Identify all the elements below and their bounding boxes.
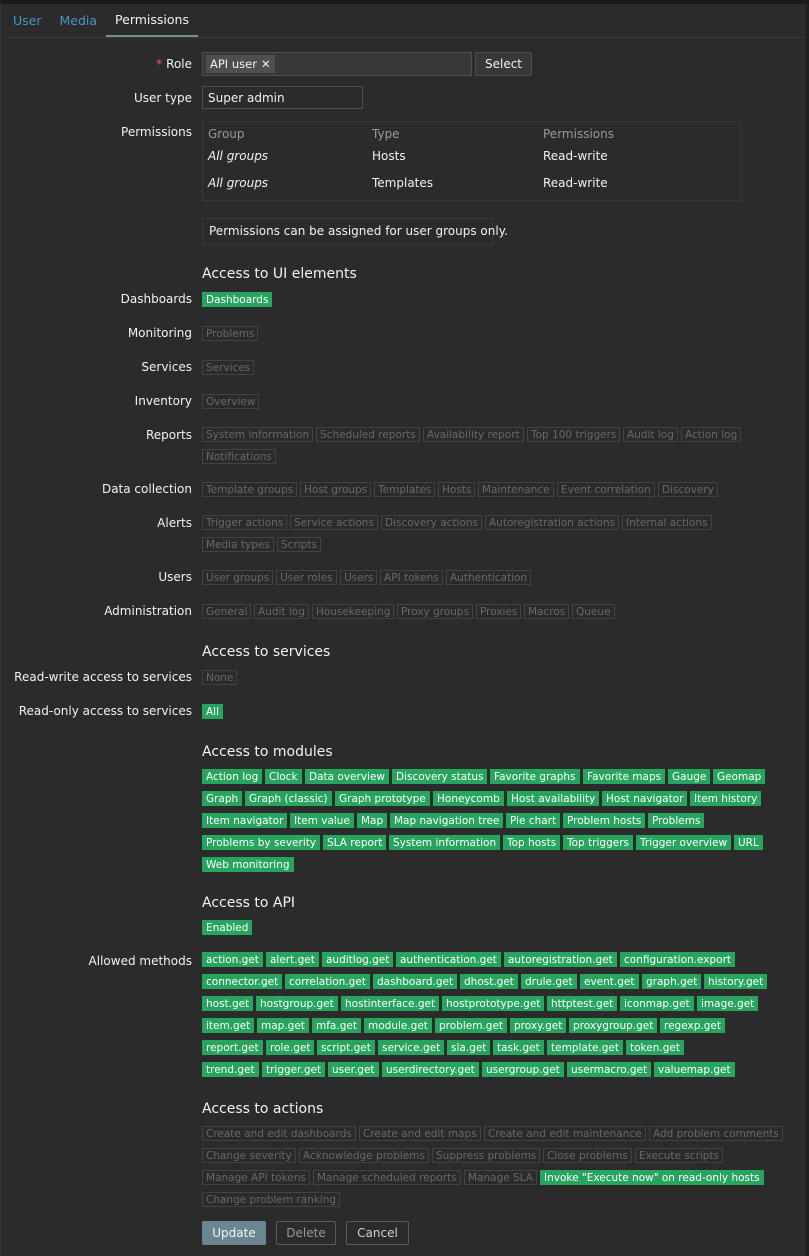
access-tag: Event correlation (557, 482, 655, 497)
service-access-tag: None (202, 670, 237, 685)
access-tag: Host navigator (602, 791, 687, 806)
access-tag: Favorite graphs (490, 769, 580, 784)
ui-category-label: Inventory (134, 394, 192, 408)
cancel-button[interactable]: Cancel (346, 1221, 409, 1245)
access-tag: Change severity (202, 1148, 296, 1163)
access-tag: Graph prototype (335, 791, 430, 806)
access-tag: Host groups (300, 482, 371, 497)
access-tag: item.get (202, 1018, 254, 1033)
api-enabled-tag: Enabled (202, 920, 252, 935)
remove-role-icon[interactable]: ✕ (260, 57, 271, 71)
access-tag: Favorite maps (583, 769, 665, 784)
column-header-type: Type (372, 127, 400, 141)
required-marker: * (156, 57, 163, 71)
section-title-modules-access: Access to modules (202, 744, 333, 760)
access-tag: iconmap.get (620, 996, 694, 1011)
access-tag: proxy.get (510, 1018, 566, 1033)
read-write-services-label: Read-write access to services (14, 670, 192, 684)
access-tag: Proxies (476, 604, 521, 619)
access-tag: Audit log (623, 427, 678, 442)
table-cell-type: Templates (372, 176, 434, 190)
access-tag: Execute scripts (635, 1148, 723, 1163)
tab-media[interactable]: Media (59, 13, 98, 28)
access-tag: Host availability (507, 791, 599, 806)
access-tag: hostgroup.get (256, 996, 338, 1011)
access-tag: httptest.get (547, 996, 617, 1011)
access-tag: Manage scheduled reports (313, 1170, 461, 1185)
access-tag: Scripts (277, 537, 321, 552)
update-button[interactable]: Update (202, 1221, 266, 1245)
access-tag: Dashboards (202, 292, 272, 307)
access-tag: Top 100 triggers (527, 427, 620, 442)
access-tag: graph.get (642, 974, 701, 989)
access-tag: Media types (202, 537, 274, 552)
ui-category-label: Reports (145, 428, 192, 442)
access-tag: Item value (290, 813, 354, 828)
access-tag: dhost.get (460, 974, 518, 989)
allowed-methods-label: Allowed methods (88, 954, 192, 968)
delete-button[interactable]: Delete (276, 1221, 336, 1245)
access-tag: Trigger overview (636, 835, 731, 850)
access-tag: sla.get (447, 1040, 490, 1055)
ui-category-label: Alerts (157, 516, 192, 530)
table-cell-type: Hosts (372, 149, 406, 163)
access-tag: Suppress problems (432, 1148, 540, 1163)
access-tag: Manage API tokens (202, 1170, 310, 1185)
access-tag: Graph (202, 791, 242, 806)
access-tag: action.get (202, 952, 263, 967)
access-tag: Templates (374, 482, 435, 497)
access-tag: Map (357, 813, 387, 828)
access-tag: Discovery status (392, 769, 487, 784)
access-tag: Discovery (658, 482, 718, 497)
read-only-services-label: Read-only access to services (18, 704, 192, 718)
access-tag: history.get (704, 974, 767, 989)
section-title-actions-access: Access to actions (202, 1101, 324, 1117)
access-tag: Geomap (713, 769, 765, 784)
access-tag: Create and edit maps (359, 1126, 481, 1141)
access-tag: Availability report (423, 427, 524, 442)
role-multiselect[interactable] (202, 52, 472, 76)
access-tag: Template groups (202, 482, 297, 497)
access-tag: autoregistration.get (504, 952, 617, 967)
service-access-tag: All (202, 704, 223, 719)
access-tag: Honeycomb (433, 791, 504, 806)
access-tag: drule.get (521, 974, 577, 989)
access-tag: connector.get (202, 974, 282, 989)
access-tag: configuration.export (620, 952, 735, 967)
access-tag: token.get (626, 1040, 684, 1055)
access-tag: alert.get (266, 952, 319, 967)
access-tag: mfa.get (312, 1018, 361, 1033)
access-tag: Top hosts (503, 835, 560, 850)
access-tag: hostprototype.get (442, 996, 544, 1011)
section-title-api-access: Access to API (202, 895, 296, 911)
permissions-note: Permissions can be assigned for user groups only. (202, 218, 493, 245)
access-tag: General (202, 604, 251, 619)
access-tag: Clock (265, 769, 302, 784)
user-type-label: User type (134, 91, 192, 105)
access-tag: Users (340, 570, 377, 585)
role-label-text: Role (166, 57, 192, 71)
access-tag: Invoke "Execute now" on read-only hosts (540, 1170, 764, 1185)
access-tag: User groups (202, 570, 273, 585)
role-label (156, 57, 192, 71)
access-tag: Housekeeping (312, 604, 394, 619)
section-title-services-access: Access to services (202, 644, 331, 660)
access-tag: proxygroup.get (569, 1018, 657, 1033)
access-tag: SLA report (323, 835, 386, 850)
role-chip (206, 55, 275, 73)
access-tag: valuemap.get (654, 1062, 735, 1077)
access-tag: Problem hosts (563, 813, 645, 828)
access-tag: regexp.get (660, 1018, 725, 1033)
access-tag: Discovery actions (381, 515, 482, 530)
access-tag: Scheduled reports (316, 427, 420, 442)
access-tag: role.get (266, 1040, 314, 1055)
access-tag: Data overview (305, 769, 389, 784)
access-tag: Authentication (446, 570, 531, 585)
permissions-label: Permissions (121, 125, 192, 139)
access-tag: User roles (276, 570, 337, 585)
access-tag: Action log (202, 769, 262, 784)
table-cell-group: All groups (208, 149, 269, 163)
access-tag: Gauge (668, 769, 710, 784)
permissions-table (202, 121, 741, 201)
access-tag: Overview (202, 394, 259, 409)
access-tag: trigger.get (262, 1062, 325, 1077)
access-tag: Create and edit maintenance (484, 1126, 646, 1141)
access-tag: trend.get (202, 1062, 259, 1077)
table-cell-permission: Read-write (543, 176, 608, 190)
access-tag: hostinterface.get (341, 996, 439, 1011)
ui-category-label: Administration (104, 604, 192, 618)
access-tag: Trigger actions (202, 515, 287, 530)
access-tag: Queue (572, 604, 615, 619)
tab-user[interactable]: User (13, 13, 42, 28)
section-title-ui-access: Access to UI elements (202, 266, 357, 282)
access-tag: Internal actions (622, 515, 712, 530)
column-header-group: Group (208, 127, 245, 141)
access-tag: Graph (classic) (245, 791, 332, 806)
tab-permissions[interactable]: Permissions (106, 4, 198, 37)
role-chip-label: API user (210, 57, 257, 71)
access-tag: Add problem comments (649, 1126, 783, 1141)
access-tag: Create and edit dashboards (202, 1126, 356, 1141)
column-header-permissions: Permissions (543, 127, 614, 141)
access-tag: Proxy groups (397, 604, 473, 619)
access-tag: Web monitoring (202, 857, 294, 872)
ui-category-label: Services (141, 360, 192, 374)
access-tag: Problems by severity (202, 835, 320, 850)
ui-category-label: Dashboards (120, 292, 192, 306)
access-tag: auditlog.get (322, 952, 393, 967)
tab-bar (4, 4, 198, 37)
access-tag: module.get (364, 1018, 432, 1033)
access-tag: System information (202, 427, 313, 442)
table-cell-permission: Read-write (543, 149, 608, 163)
access-tag: Item history (690, 791, 761, 806)
access-tag: Problems (202, 326, 258, 341)
access-tag: host.get (202, 996, 253, 1011)
access-tag: usergroup.get (482, 1062, 564, 1077)
access-tag: script.get (317, 1040, 375, 1055)
access-tag: usermacro.get (567, 1062, 651, 1077)
access-tag: Autoregistration actions (485, 515, 619, 530)
access-tag: task.get (493, 1040, 544, 1055)
access-tag: Problems (648, 813, 704, 828)
access-tag: Top triggers (563, 835, 633, 850)
access-tag: System information (389, 835, 500, 850)
access-tag: map.get (257, 1018, 309, 1033)
access-tag: service.get (378, 1040, 444, 1055)
ui-category-label: Users (158, 570, 192, 584)
table-cell-group: All groups (208, 176, 269, 190)
ui-category-label: Monitoring (127, 326, 192, 340)
access-tag: Close problems (543, 1148, 632, 1163)
access-tag: Services (202, 360, 254, 375)
access-tag: user.get (328, 1062, 379, 1077)
access-tag: Item navigator (202, 813, 287, 828)
access-tag: report.get (202, 1040, 263, 1055)
access-tag: Map navigation tree (390, 813, 503, 828)
access-tag: authentication.get (396, 952, 501, 967)
access-tag: Pie chart (506, 813, 560, 828)
access-tag: URL (734, 835, 763, 850)
access-tag: Change problem ranking (202, 1192, 340, 1207)
ui-category-label: Data collection (101, 482, 192, 496)
access-tag: Action log (681, 427, 741, 442)
access-tag: dashboard.get (373, 974, 457, 989)
tab-divider (4, 37, 805, 38)
access-tag: event.get (580, 974, 639, 989)
access-tag: correlation.get (285, 974, 370, 989)
access-tag: API tokens (380, 570, 443, 585)
access-tag: userdirectory.get (382, 1062, 479, 1077)
user-type-value: Super admin (202, 86, 363, 109)
access-tag: Manage SLA (464, 1170, 537, 1185)
access-tag: Notifications (202, 449, 276, 464)
access-tag: problem.get (435, 1018, 507, 1033)
access-tag: template.get (547, 1040, 623, 1055)
access-tag: image.get (697, 996, 758, 1011)
select-role-button[interactable]: Select (475, 52, 532, 76)
access-tag: Hosts (438, 482, 475, 497)
access-tag: Maintenance (478, 482, 554, 497)
access-tag: Service actions (290, 515, 378, 530)
access-tag: Acknowledge problems (299, 1148, 429, 1163)
access-tag: Macros (524, 604, 569, 619)
access-tag: Audit log (254, 604, 309, 619)
